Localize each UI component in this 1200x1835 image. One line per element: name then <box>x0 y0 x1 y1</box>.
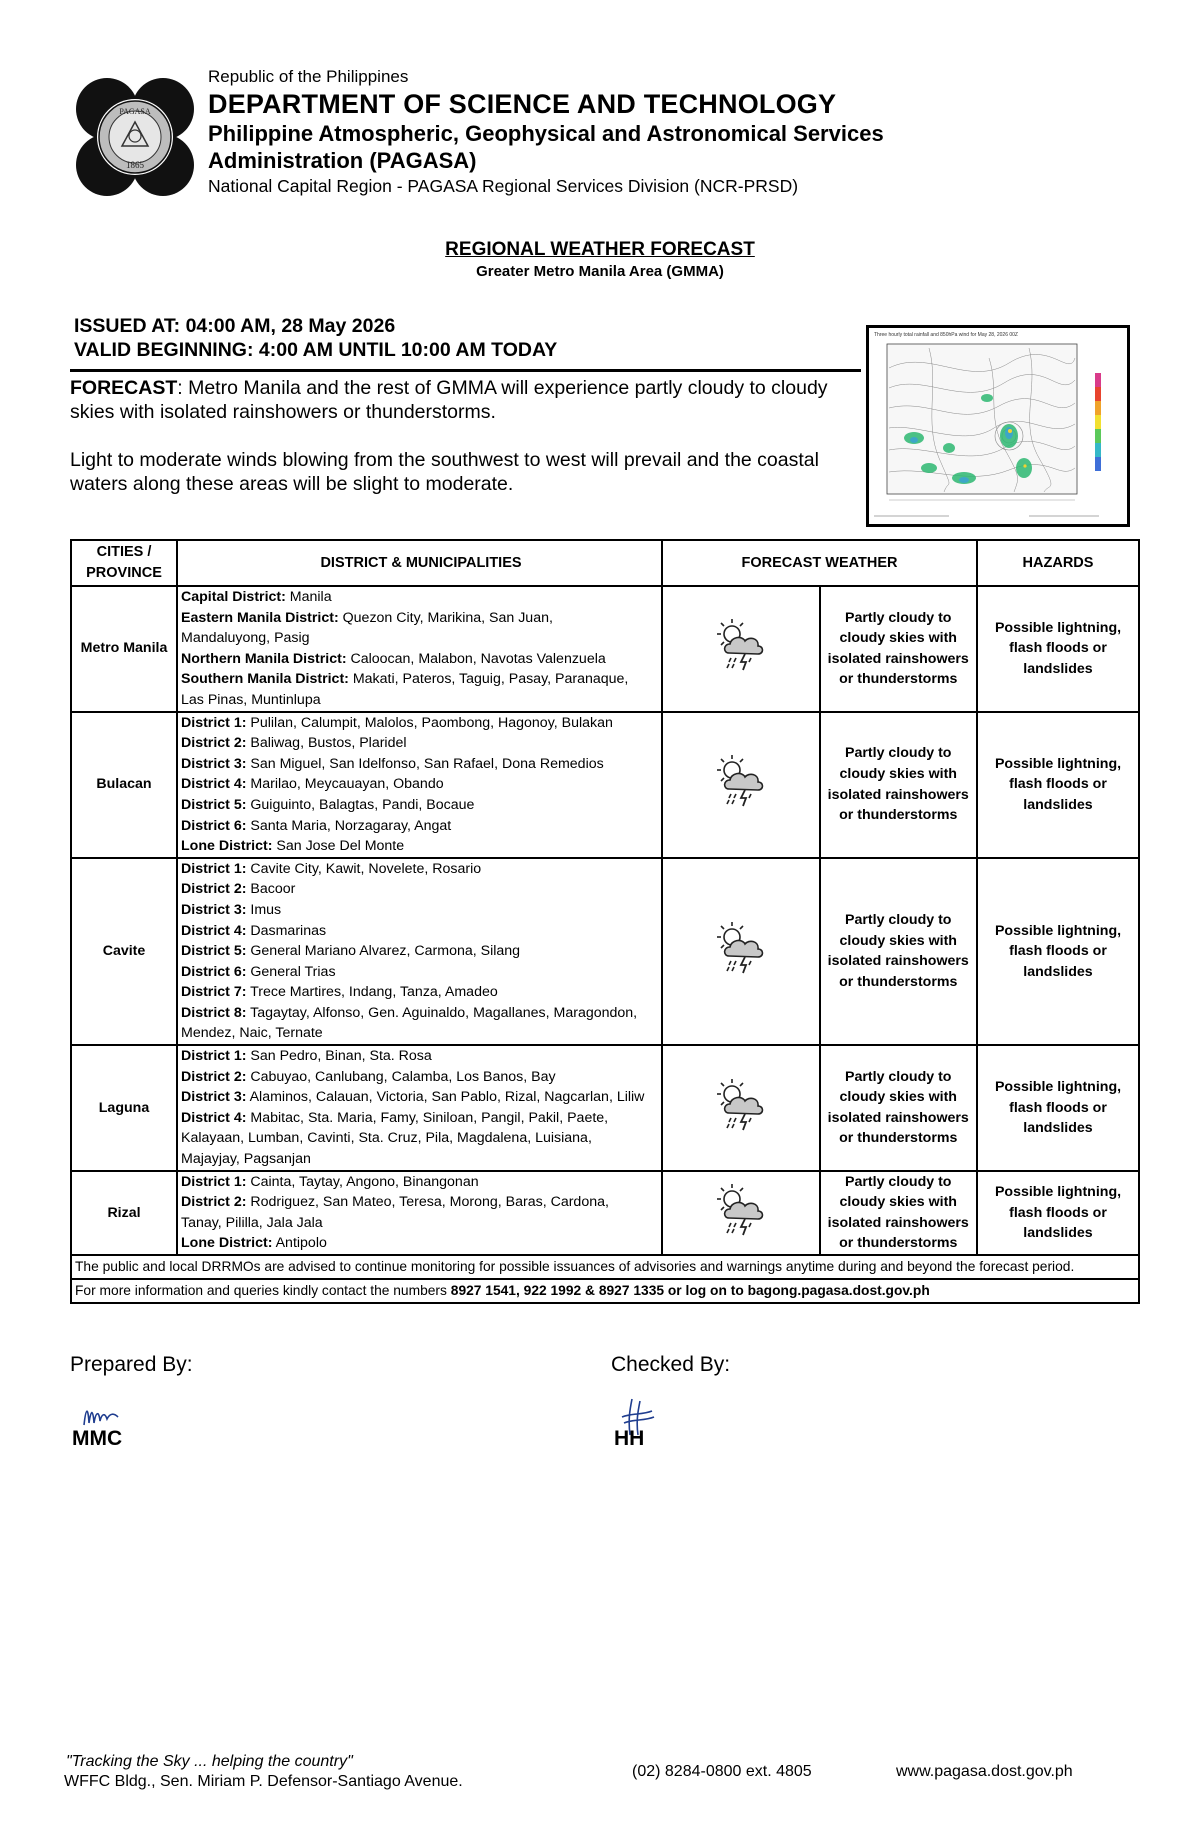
hazards-text: Possible lightning, flash floods or landslides <box>994 619 1122 678</box>
district-line <box>181 921 661 942</box>
hazards <box>977 586 1139 712</box>
footer-website[interactable]: www.pagasa.dost.gov.ph <box>896 1763 1073 1780</box>
district-label: Capital District: <box>181 589 286 605</box>
district-line <box>181 587 661 608</box>
hazards-text: Possible lightning, flash floods or landslides <box>994 755 1122 813</box>
hazards-text: Possible lightning, flash floods or landslides <box>994 922 1122 980</box>
district-line <box>181 836 661 857</box>
forecast-weather <box>820 858 978 1045</box>
district-municipalities: Bacoor <box>246 881 296 898</box>
district-line <box>181 859 661 880</box>
district-municipalities: Manila <box>285 589 332 605</box>
svg-text:1865: 1865 <box>126 160 144 170</box>
table-row <box>71 712 1139 858</box>
district-municipalities: Tanay, Pililla, Jala Jala <box>181 1214 323 1231</box>
hazards <box>977 712 1139 858</box>
district-municipalities: Las Pinas, Muntinlupa <box>181 691 321 708</box>
contact-note <box>71 1279 1139 1303</box>
col-header-hazards: HAZARDS <box>977 540 1139 586</box>
table-row <box>71 586 1139 712</box>
district-line <box>181 774 661 795</box>
partly-cloudy-thunderstorm-icon <box>715 1077 767 1133</box>
district-municipalities: Cabuyao, Canlubang, Calamba, Los Banos, Bay <box>246 1068 556 1085</box>
table-row <box>71 858 1139 1045</box>
district-label: District 5: <box>181 943 247 960</box>
forecast-weather <box>820 586 978 712</box>
forecast-weather <box>820 1045 978 1171</box>
district-line <box>181 1213 661 1234</box>
issue-info <box>74 314 557 362</box>
district-municipalities: General Mariano Alvarez, Carmona, Silang <box>246 943 521 960</box>
district-line <box>181 1046 661 1067</box>
contact-numbers: 8927 1541, 922 1992 & 8927 1335 or log on to bagong.pagasa.dost.gov.ph <box>450 1282 930 1298</box>
weather-icon-cell <box>662 1045 820 1171</box>
weather-icon-cell <box>662 1171 820 1255</box>
partly-cloudy-thunderstorm-icon <box>715 617 767 673</box>
district-municipalities: Antipolo <box>272 1235 327 1252</box>
district-label: District 2: <box>181 881 247 898</box>
district-municipalities: General Trias <box>246 963 336 980</box>
district-label: District 4: <box>181 776 247 793</box>
region-line: National Capital Region - PAGASA Regional Services Division (NCR-PRSD) <box>208 176 799 196</box>
district-label: District 2: <box>181 735 247 752</box>
checked-by-label: Checked By: <box>611 1353 731 1376</box>
contact-prefix: For more information and queries kindly contact the numbers <box>75 1282 451 1298</box>
district-line <box>181 816 661 837</box>
district-municipalities: San Miguel, San Idelfonso, San Rafael, Dona Remedios <box>246 755 604 772</box>
forecast-weather-text: Partly cloudy to cloudy skies with isolated rainshowers or thunderstorms <box>827 912 969 990</box>
district-line <box>181 1233 661 1254</box>
district-municipalities: Cavite City, Kawit, Novelete, Rosario <box>246 860 482 877</box>
weather-icon-cell <box>662 858 820 1045</box>
pagasa-logo <box>74 76 196 198</box>
district-line <box>181 1003 661 1024</box>
district-line <box>181 1023 661 1044</box>
province-name: Cavite <box>71 858 177 1045</box>
district-label: District 4: <box>181 922 247 939</box>
district-municipalities: Mendez, Naic, Ternate <box>181 1025 323 1042</box>
col-header-forecast: FORECAST WEATHER <box>662 540 977 586</box>
district-municipalities: Baliwag, Bustos, Plaridel <box>246 735 407 752</box>
district-line <box>181 733 661 754</box>
district-municipalities: Kalayaan, Lumban, Cavinti, Sta. Cruz, Pila, Magdalena, Luisiana, <box>181 1130 592 1147</box>
hazards-text: Possible lightning, flash floods or landslides <box>994 1183 1122 1242</box>
forecast-weather <box>820 712 978 858</box>
footer-address: WFFC Bldg., Sen. Miriam P. Defensor-Santiago Avenue. <box>64 1773 463 1790</box>
district-label: District 1: <box>181 860 247 877</box>
province-name: Rizal <box>71 1171 177 1255</box>
district-line <box>181 1087 661 1108</box>
district-label: District 7: <box>181 984 247 1001</box>
table-row <box>71 1171 1139 1255</box>
district-label: Lone District: <box>181 838 273 855</box>
district-line <box>181 982 661 1003</box>
district-label: Lone District: <box>181 1235 273 1252</box>
forecast-weather <box>820 1171 978 1255</box>
district-list <box>177 1045 662 1171</box>
province-name: Bulacan <box>71 712 177 858</box>
document-title: REGIONAL WEATHER FORECAST <box>445 239 755 260</box>
district-line <box>181 962 661 983</box>
weather-icon-cell <box>662 586 820 712</box>
district-label: District 1: <box>181 1173 247 1190</box>
district-municipalities: Makati, Pateros, Taguig, Pasay, Paranaque, <box>348 671 629 688</box>
district-municipalities: Marilao, Meycauayan, Obando <box>246 776 444 793</box>
district-label: Northern Manila District: <box>181 650 347 667</box>
advisory-note: The public and local DRRMOs are advised to continue monitoring for possible issuances of advisories and warnings anytime during and beyond the forecast period. <box>71 1255 1139 1279</box>
district-municipalities: Pulilan, Calumpit, Malolos, Paombong, Hagonoy, Bulakan <box>246 714 613 731</box>
forecast-weather-text: Partly cloudy to cloudy skies with isolated rainshowers or thunderstorms <box>827 1173 969 1252</box>
district-label: District 3: <box>181 1089 247 1106</box>
district-line <box>181 1149 661 1170</box>
agency-header <box>208 66 1108 198</box>
district-list <box>177 858 662 1045</box>
district-line <box>181 1128 661 1149</box>
district-line <box>181 1108 661 1129</box>
hazards <box>977 858 1139 1045</box>
agency-name-line2: Administration (PAGASA) <box>208 148 477 173</box>
district-label: District 1: <box>181 1048 247 1065</box>
svg-text:PAGASA: PAGASA <box>119 107 151 116</box>
forecast-text: : Metro Manila and the rest of GMMA will experience partly cloudy to cloudy skies with isolated rainshowers or thunderstorms. <box>70 377 828 423</box>
hazards-text: Possible lightning, flash floods or landslides <box>994 1078 1122 1137</box>
district-line <box>181 754 661 775</box>
district-list <box>177 1171 662 1255</box>
district-line <box>181 900 661 921</box>
district-municipalities: Imus <box>246 901 282 918</box>
svg-text:Three hourly total rainfall an: Three hourly total rainfall and 850hPa wind for May 28, 2026 00Z <box>874 332 1018 338</box>
district-line <box>181 649 661 670</box>
district-line <box>181 879 661 900</box>
district-label: District 1: <box>181 714 247 731</box>
district-line <box>181 1067 661 1088</box>
valid-period: VALID BEGINNING: 4:00 AM UNTIL 10:00 AM TODAY <box>74 339 558 361</box>
advisory-row <box>71 1255 1139 1279</box>
district-label: District 5: <box>181 796 247 813</box>
district-municipalities: Caloocan, Malabon, Navotas Valenzuela <box>346 650 606 667</box>
district-municipalities: Mandaluyong, Pasig <box>181 630 310 647</box>
district-municipalities: Trece Martires, Indang, Tanza, Amadeo <box>246 984 498 1001</box>
district-label: District 8: <box>181 1004 247 1021</box>
district-line <box>181 608 661 629</box>
district-label: District 3: <box>181 901 247 918</box>
district-line <box>181 795 661 816</box>
district-municipalities: Cainta, Taytay, Angono, Binangonan <box>246 1173 479 1190</box>
district-municipalities: Alaminos, Calauan, Victoria, San Pablo, Rizal, Nagcarlan, Liliw <box>246 1089 645 1106</box>
district-municipalities: Majayjay, Pagsanjan <box>181 1151 311 1168</box>
partly-cloudy-thunderstorm-icon <box>715 920 767 976</box>
forecast-weather-text: Partly cloudy to cloudy skies with isolated rainshowers or thunderstorms <box>827 609 969 688</box>
district-line <box>181 628 661 649</box>
document-title-block <box>0 238 1200 282</box>
district-label: District 4: <box>181 1109 247 1126</box>
district-line <box>181 669 661 690</box>
district-municipalities: San Pedro, Binan, Sta. Rosa <box>246 1048 432 1065</box>
district-line <box>181 941 661 962</box>
district-municipalities: Santa Maria, Norzagaray, Angat <box>246 817 452 834</box>
district-label: District 2: <box>181 1068 247 1085</box>
prepared-by-label: Prepared By: <box>70 1353 193 1376</box>
province-name: Laguna <box>71 1045 177 1171</box>
col-header-district: DISTRICT & MUNICIPALITIES <box>177 540 662 586</box>
district-municipalities: Mabitac, Sta. Maria, Famy, Siniloan, Pangil, Pakil, Paete, <box>246 1109 609 1126</box>
issued-at: ISSUED AT: 04:00 AM, 28 May 2026 <box>74 315 396 337</box>
district-label: Southern Manila District: <box>181 671 349 688</box>
col-header-city: CITIES / PROVINCE <box>71 540 177 586</box>
forecast-table <box>70 539 1140 1304</box>
footer-motto: "Tracking the Sky ... helping the country" <box>66 1753 353 1770</box>
district-municipalities: Guiguinto, Balagtas, Pandi, Bocaue <box>246 796 475 813</box>
district-line <box>181 1192 661 1213</box>
district-municipalities: Dasmarinas <box>246 922 327 939</box>
forecast-label: FORECAST <box>70 377 178 399</box>
table-header-row <box>71 540 1139 586</box>
district-label: Eastern Manila District: <box>181 609 339 626</box>
district-line <box>181 690 661 711</box>
hazards <box>977 1171 1139 1255</box>
table-row <box>71 1045 1139 1171</box>
forecast-paragraph <box>70 376 860 424</box>
checked-initials: HH <box>614 1427 645 1450</box>
district-label: District 3: <box>181 755 247 772</box>
district-municipalities: Rodriguez, San Mateo, Teresa, Morong, Baras, Cardona, <box>246 1194 609 1211</box>
district-municipalities: Quezon City, Marikina, San Juan, <box>338 609 553 626</box>
district-municipalities: San Jose Del Monte <box>272 838 405 855</box>
document-subtitle: Greater Metro Manila Area (GMMA) <box>476 263 724 280</box>
district-line <box>181 1172 661 1193</box>
hazards <box>977 1045 1139 1171</box>
prepared-initials: MMC <box>72 1427 123 1450</box>
weather-icon-cell <box>662 712 820 858</box>
district-list <box>177 712 662 858</box>
winds-paragraph: Light to moderate winds blowing from the southwest to west will prevail and the coastal waters along these areas will be slight to moderate. <box>70 449 819 495</box>
district-municipalities: Tagaytay, Alfonso, Gen. Aguinaldo, Magallanes, Maragondon, <box>246 1004 638 1021</box>
province-name: Metro Manila <box>71 586 177 712</box>
agency-name-line1: Philippine Atmospheric, Geophysical and Astronomical Services <box>208 121 884 146</box>
district-label: District 2: <box>181 1194 247 1211</box>
district-label: District 6: <box>181 817 247 834</box>
partly-cloudy-thunderstorm-icon <box>715 1182 767 1238</box>
department-name: DEPARTMENT OF SCIENCE AND TECHNOLOGY <box>208 89 837 119</box>
republic-line: Republic of the Philippines <box>208 67 409 86</box>
header-divider <box>70 369 861 372</box>
footer-phone: (02) 8284-0800 ext. 4805 <box>632 1763 812 1780</box>
district-label: District 6: <box>181 963 247 980</box>
district-list <box>177 586 662 712</box>
forecast-weather-text: Partly cloudy to cloudy skies with isolated rainshowers or thunderstorms <box>827 1068 969 1147</box>
contact-row <box>71 1279 1139 1303</box>
forecast-weather-text: Partly cloudy to cloudy skies with isolated rainshowers or thunderstorms <box>827 745 969 824</box>
rainfall-wind-map <box>866 325 1130 527</box>
partly-cloudy-thunderstorm-icon <box>715 753 767 809</box>
map-graphic <box>869 328 1127 524</box>
district-line <box>181 713 661 734</box>
forecast-summary <box>70 376 860 520</box>
